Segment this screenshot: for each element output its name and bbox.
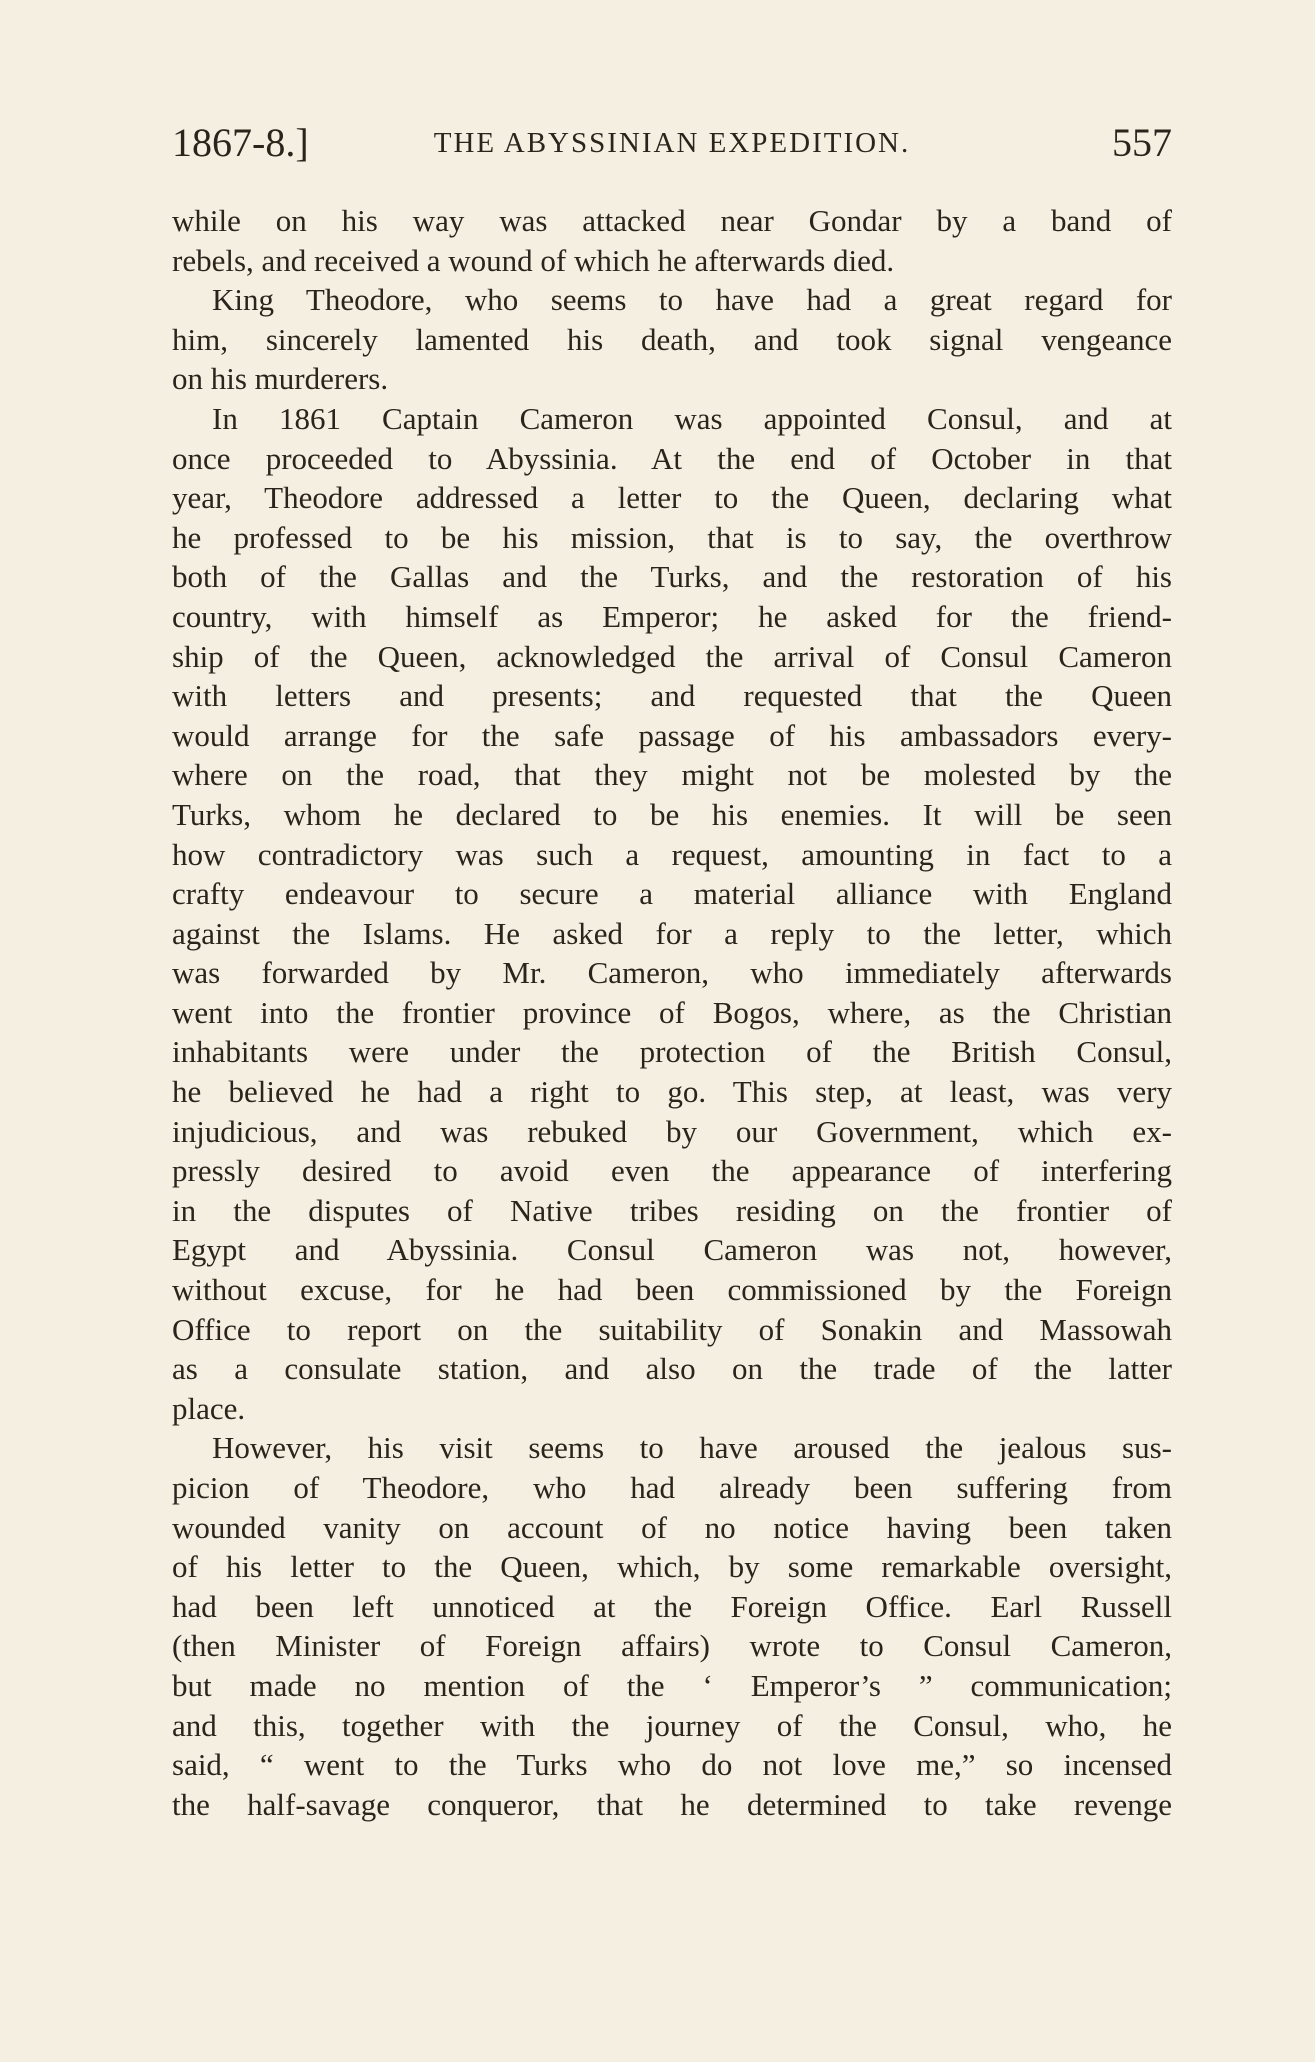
text-line: crafty endeavour to secure a material alliance with England [172, 876, 1172, 912]
text-line: had been left unnoticed at the Foreign Office. Earl Russell [172, 1588, 1172, 1624]
text-line: year, Theodore addressed a letter to the Queen, declaring what [172, 480, 1172, 516]
text-line: both of the Gallas and the Turks, and the restoration of his [172, 559, 1172, 595]
body-text [172, 201, 1172, 1824]
text-line: where on the road, that they might not be molested by the [172, 757, 1172, 793]
text-line: King Theodore, who seems to have had a great regard for [212, 282, 1172, 318]
text-line: on his murderers. [172, 361, 389, 397]
text-line: Turks, whom he declared to be his enemies. It will be seen [172, 796, 1172, 832]
text-line: (then Minister of Foreign affairs) wrote to Consul Cameron, [172, 1628, 1172, 1664]
running-head-title: THE ABYSSINIAN EXPEDITION. [433, 127, 911, 159]
running-head-years: 1867-8.] [172, 120, 309, 165]
text-line: how contradictory was such a request, amounting in fact to a [172, 836, 1172, 872]
text-line: However, his visit seems to have aroused the jealous sus- [212, 1430, 1172, 1466]
page-number: 557 [1112, 120, 1172, 165]
text-line: was forwarded by Mr. Cameron, who immediately afterwards [172, 955, 1172, 991]
text-line: inhabitants were under the protection of the British Consul, [172, 1034, 1172, 1070]
text-line: wounded vanity on account of no notice having been taken [172, 1509, 1172, 1545]
text-line: but made no mention of the ‘ Emperor’s ” communication; [172, 1667, 1172, 1703]
text-line: against the Islams. He asked for a reply to the letter, which [172, 915, 1172, 951]
text-line: as a consulate station, and also on the trade of the latter [172, 1351, 1172, 1387]
text-line: Egypt and Abyssinia. Consul Cameron was not, however, [172, 1232, 1172, 1268]
text-line: said, “ went to the Turks who do not love me,” so incensed [172, 1747, 1172, 1783]
text-line: In 1861 Captain Cameron was appointed Consul, and at [212, 400, 1172, 436]
text-line: Office to report on the suitability of Sonakin and Massowah [172, 1311, 1172, 1347]
text-line: rebels, and received a wound of which he afterwards died. [172, 242, 895, 278]
text-line: while on his way was attacked near Gondar by a band of [172, 203, 1172, 238]
text-line: picion of Theodore, who had already been suffering from [172, 1470, 1172, 1505]
text-line: ship of the Queen, acknowledged the arrival of Consul Cameron [172, 638, 1172, 674]
text-line: country, with himself as Emperor; he asked for the friend- [172, 598, 1172, 634]
text-line: went into the frontier province of Bogos, where, as the Christian [172, 994, 1172, 1030]
text-line: without excuse, for he had been commissioned by the Foreign [172, 1272, 1172, 1308]
text-line: he professed to be his mission, that is to say, the overthrow [172, 519, 1172, 555]
text-line: injudicious, and was rebuked by our Government, which ex- [172, 1113, 1172, 1149]
text-line: he believed he had a right to go. This step, at least, was very [172, 1074, 1172, 1110]
text-line: would arrange for the safe passage of his ambassadors every- [172, 717, 1172, 753]
text-line: pressly desired to avoid even the appearance of interfering [172, 1153, 1172, 1189]
text-line: of his letter to the Queen, which, by some remarkable oversight, [172, 1549, 1172, 1585]
text-line: with letters and presents; and requested that the Queen [172, 678, 1172, 714]
text-line: the half-savage conqueror, that he determined to take revenge [172, 1786, 1172, 1822]
text-line: and this, together with the journey of the Consul, who, he [172, 1707, 1172, 1743]
text-line: him, sincerely lamented his death, and took signal vengeance [172, 321, 1172, 357]
running-head [172, 118, 1172, 168]
text-line: in the disputes of Native tribes residing on the frontier of [172, 1192, 1172, 1228]
text-line: place. [172, 1390, 246, 1426]
text-line: once proceeded to Abyssinia. At the end of October in that [172, 440, 1172, 476]
